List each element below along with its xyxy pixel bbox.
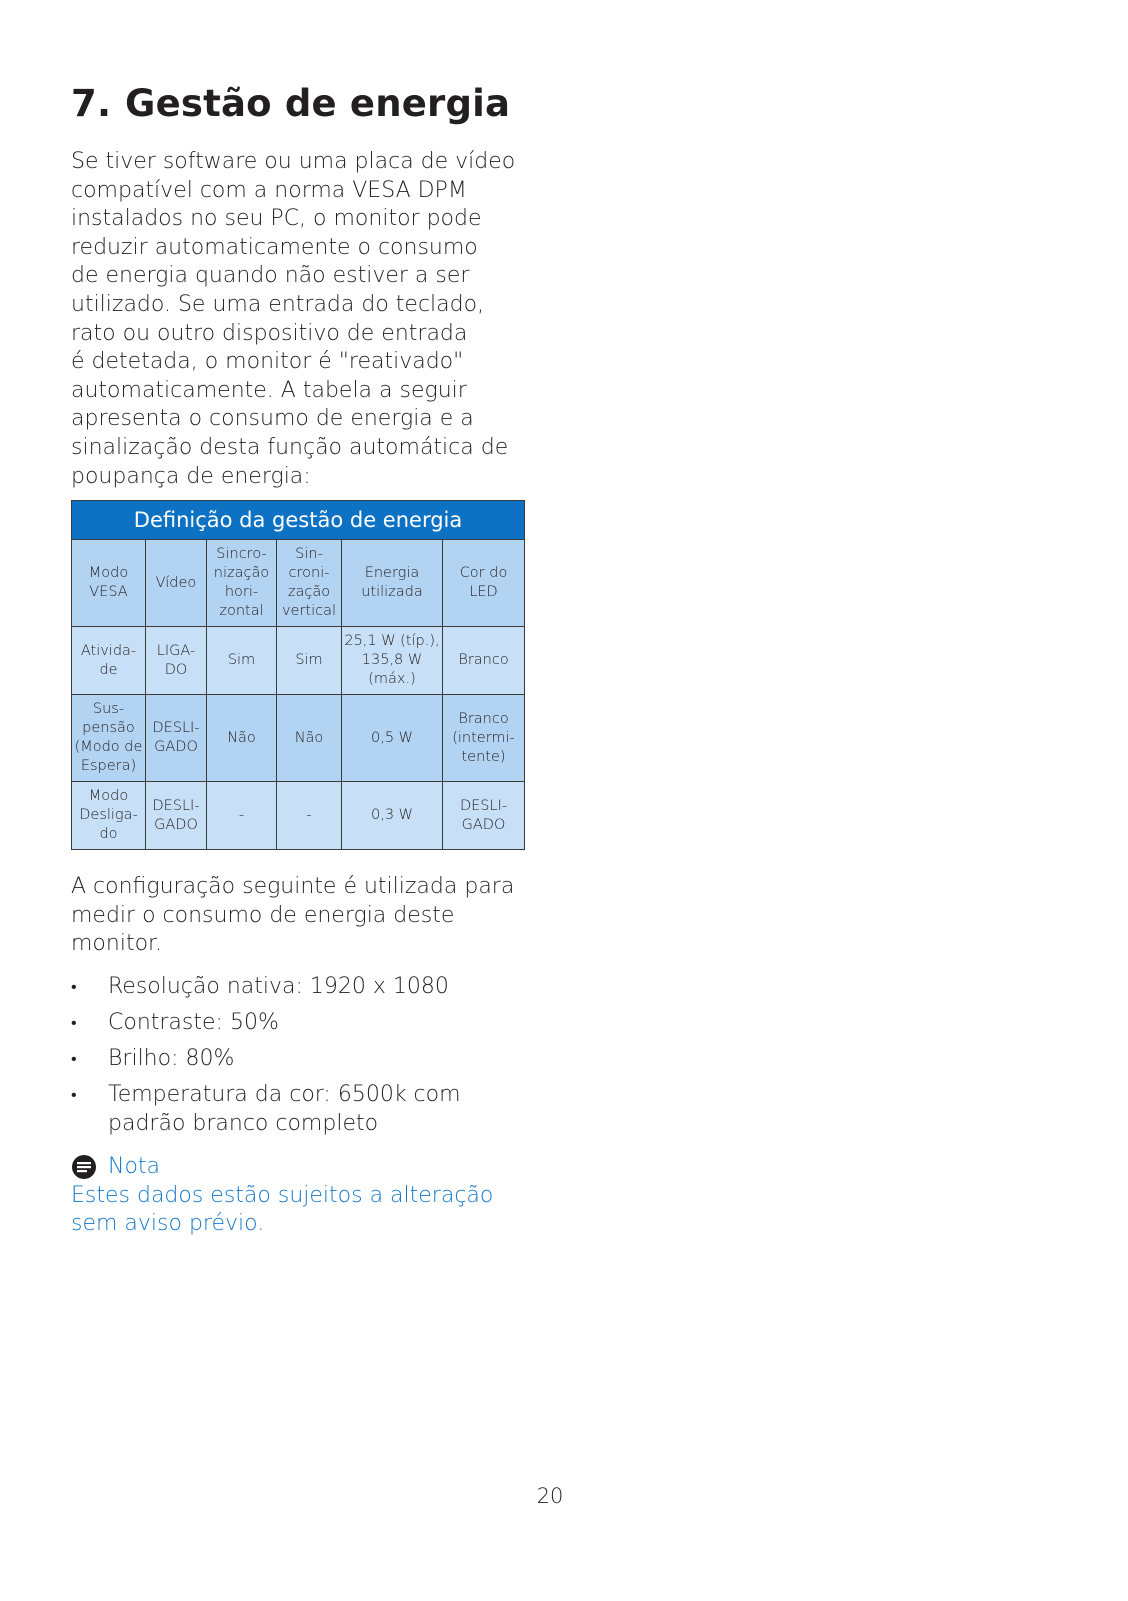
table-header-row [72,540,525,627]
header-cell-video: Vídeo [146,540,207,627]
table-cell: Não [207,695,277,782]
intro-line: poupança de energia: [71,463,311,489]
intro-line: sinalização desta função automática de [71,434,509,460]
table-row [72,695,525,782]
measurement-settings-list [71,973,461,1146]
note-header [71,1153,493,1182]
header-cell-power-used: Energia utilizada [342,540,443,627]
table-cell: Sim [207,627,277,695]
table-row [72,627,525,695]
table-cell: Branco [443,627,525,695]
power-management-table [71,500,525,850]
intro-line: apresenta o consumo de energia e a [71,406,474,432]
header-cell-v-sync: Sin- croni- zação vertical [277,540,342,627]
config-line: A configuração seguinte é utilizada para [71,874,515,899]
note-icon [71,1154,97,1180]
list-item-text: Temperatura da cor: 6500k com [108,1082,461,1108]
table-cell: Ativida- de [72,627,146,695]
table-row [72,782,525,850]
table-cell: Sim [277,627,342,695]
bullet-icon: • [71,1013,77,1033]
table-cell: DESLI- GADO [443,782,525,850]
intro-line: compatível com a norma VESA DPM [71,177,467,203]
section-number: 7. [71,82,112,125]
intro-line: utilizado. Se uma entrada do teclado, [71,291,485,317]
list-item-text: Brilho: 80% [108,1046,235,1072]
header-cell-led-color: Cor do LED [443,540,525,627]
config-paragraph [71,873,514,959]
note-label: Nota [108,1154,161,1179]
intro-line: de energia quando não estiver a ser [71,263,470,289]
list-item [71,1081,461,1138]
table-cell: - [277,782,342,850]
list-item [71,1045,461,1074]
list-item [71,973,461,1002]
note-box [71,1153,493,1239]
note-line: sem aviso prévio. [71,1211,265,1237]
table-cell: DESLI- GADO [146,695,207,782]
intro-line: é detetada, o monitor é "reativado" [71,349,464,375]
intro-line: rato ou outro dispositivo de entrada [71,320,468,346]
list-item [71,1009,461,1038]
intro-line: instalados no seu PC, o monitor pode [71,206,482,232]
intro-paragraph [71,148,541,491]
list-item-text: padrão branco completo [108,1110,379,1136]
intro-line: reduzir automaticamente o consumo [71,234,478,260]
table-cell: - [207,782,277,850]
table-cell: LIGA- DO [146,627,207,695]
bullet-icon: • [71,1085,77,1105]
page-title [71,82,510,125]
table-cell: DESLI- GADO [146,782,207,850]
table-cell: Não [277,695,342,782]
header-cell-h-sync: Sincro- nização hori- zontal [207,540,277,627]
table-cell: 25,1 W (típ.), 135,8 W (máx.) [342,627,443,695]
list-item-text: Resolução nativa: 1920 x 1080 [108,974,449,999]
table-cell: 0,5 W [342,695,443,782]
header-cell-vesa-mode: Modo VESA [72,540,146,627]
intro-line: automaticamente. A tabela a seguir [71,377,467,403]
table-cell: Modo Desliga- do [72,782,146,850]
table-cell: 0,3 W [342,782,443,850]
table-cell: Sus- pensão (Modo de Espera) [72,695,146,782]
config-line: medir o consumo de energia deste [71,902,455,928]
section-title: Gestão de energia [125,82,511,125]
config-line: monitor. [71,931,163,957]
note-line: Estes dados estão sujeitos a alteração [71,1182,494,1208]
bullet-icon: • [71,1049,77,1069]
table-cell: Branco (intermi- tente) [443,695,525,782]
note-body [71,1182,493,1239]
table-title: Definição da gestão de energia [72,501,525,540]
intro-line: Se tiver software ou uma placa de vídeo [71,149,516,174]
bullet-icon: • [71,977,77,996]
list-item-text: Contraste: 50% [108,1010,279,1036]
page-number: 20 [536,1484,564,1508]
